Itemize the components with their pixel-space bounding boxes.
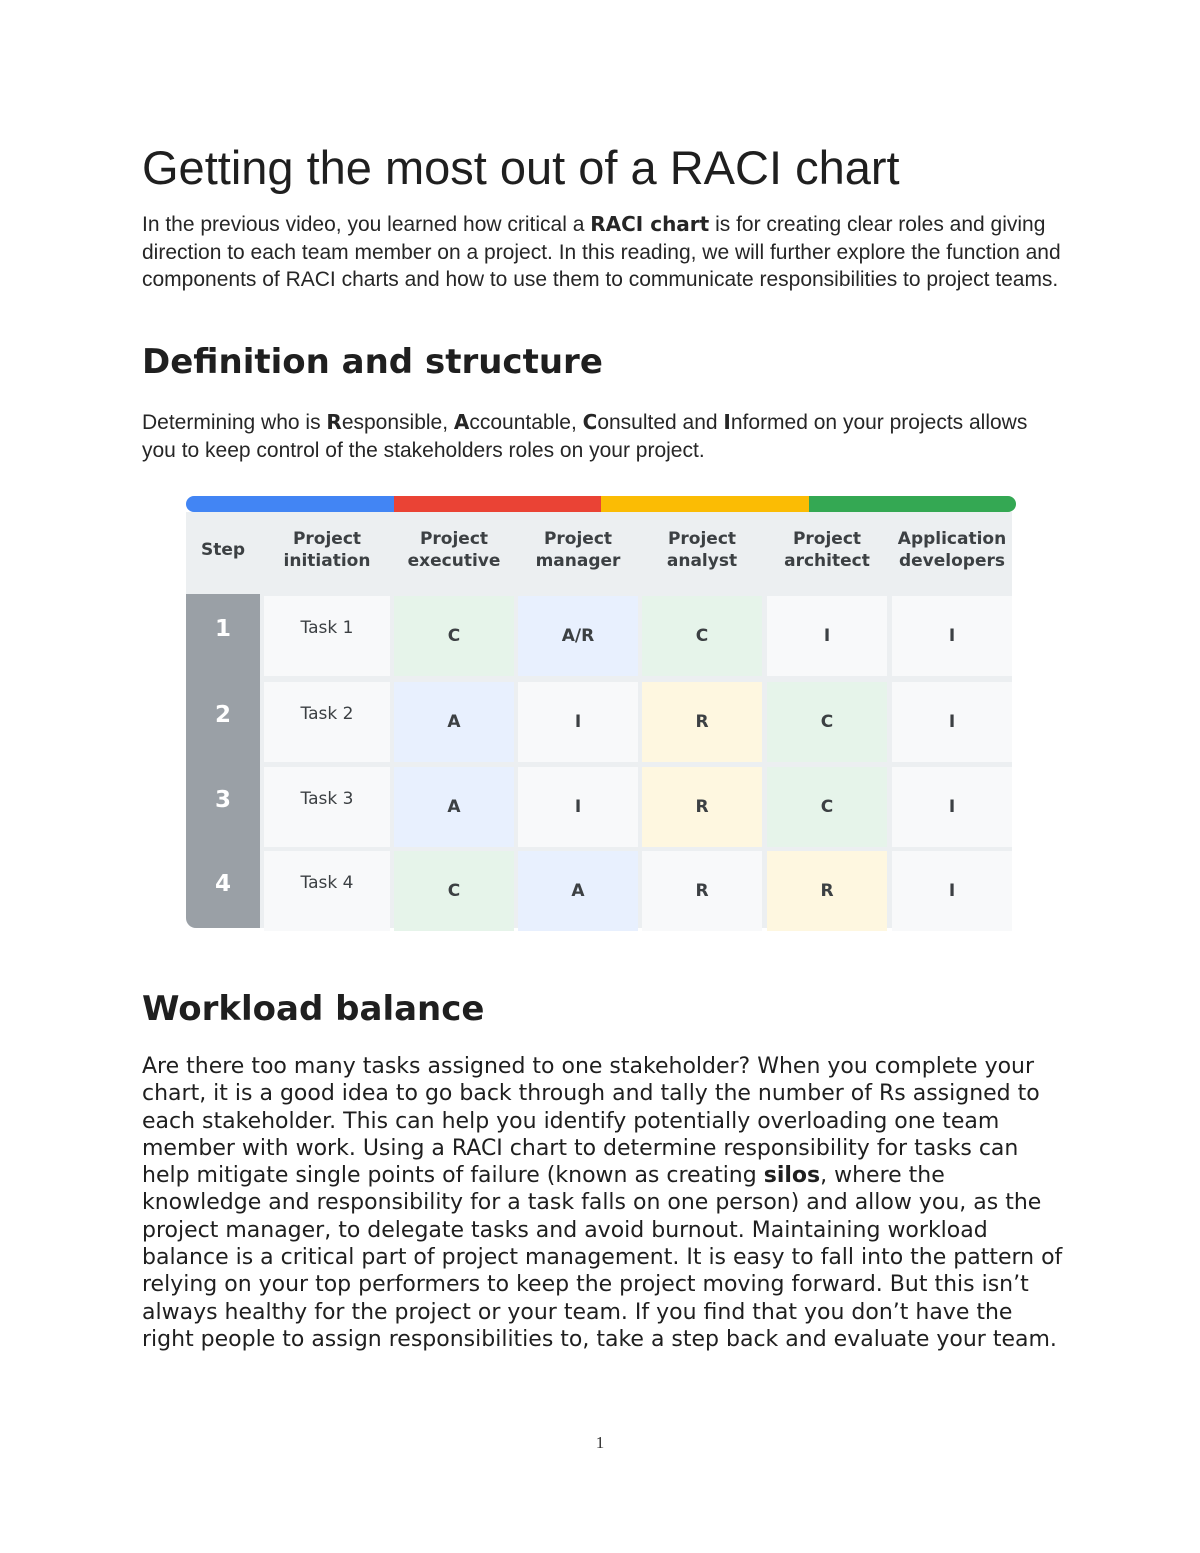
raci-cell: I [518, 682, 638, 762]
def-text: onsulted and [597, 411, 724, 434]
raci-cell: C [394, 851, 514, 931]
raci-cell: C [394, 596, 514, 676]
raci-cell: I [892, 596, 1012, 676]
column-header: Project manager [518, 512, 638, 588]
def-text: Determining who is [142, 411, 327, 434]
task-cell: Task 2 [264, 682, 390, 762]
raci-cell: C [767, 682, 887, 762]
def-text: nformed on your projects allows you to keep control of the stakeholders roles on your project. [142, 411, 1028, 462]
raci-cell: I [892, 767, 1012, 847]
color-bar-segment [809, 496, 1017, 512]
raci-cell: A [518, 851, 638, 931]
task-cell: Task 3 [264, 767, 390, 847]
raci-cell: C [642, 596, 762, 676]
raci-cell: I [767, 596, 887, 676]
raci-cell: R [642, 851, 762, 931]
raci-cell: I [892, 682, 1012, 762]
color-bar [186, 496, 1016, 512]
raci-table [186, 496, 1016, 930]
raci-cell: R [642, 767, 762, 847]
column-header: Project executive [394, 512, 514, 588]
page-title: Getting the most out of a RACI chart [142, 141, 900, 194]
def-text: ccountable, [469, 411, 583, 434]
definition-heading: Definition and structure [142, 342, 603, 382]
raci-cell: A [394, 682, 514, 762]
raci-cell: R [767, 851, 887, 931]
color-bar-segment [601, 496, 809, 512]
step-number: 2 [214, 702, 231, 728]
step-number: 4 [214, 871, 231, 897]
step-number: 1 [214, 616, 231, 642]
definition-paragraph [142, 409, 1042, 464]
page-number: 1 [595, 1433, 605, 1452]
raci-cell: A [394, 767, 514, 847]
def-letter-i: I [723, 410, 731, 434]
raci-cell: I [518, 767, 638, 847]
workload-text-end: , where the knowledge and responsibility for a task falls on one person) and allow you, as the project manager, to delegate tasks and avoid burnout. Maintaining workload balance is a critical part of project management. It is easy to fall into the pattern of relying on your top performers to keep the project moving forward. But this isn’t always healthy for the project or your team. If you find that you don’t have the right people to assign responsibilities to, take a step back and evaluate your team. [142, 1163, 1063, 1352]
workload-heading: Workload balance [142, 989, 485, 1029]
column-header: Step [186, 512, 260, 588]
workload-bold-term: silos [763, 1163, 821, 1189]
intro-text-start: In the previous video, you learned how critical a [142, 213, 591, 236]
task-cell: Task 4 [264, 851, 390, 931]
workload-paragraph [142, 1053, 1067, 1353]
raci-cell: I [892, 851, 1012, 931]
raci-cell: A/R [518, 596, 638, 676]
color-bar-segment [394, 496, 602, 512]
column-header: Project analyst [642, 512, 762, 588]
task-cell: Task 1 [264, 596, 390, 676]
def-text: esponsible, [341, 411, 454, 434]
column-header: Application developers [892, 512, 1012, 588]
column-header: Project architect [767, 512, 887, 588]
intro-text-end: is for creating clear roles and giving direction to each team member on a project. In this reading, we will further explore the function and components of RACI charts and how to use them to communicate responsibilities to project teams. [142, 213, 1061, 291]
column-header: Project initiation [264, 512, 390, 588]
intro-paragraph [142, 211, 1072, 294]
def-letter-a: A [453, 410, 470, 434]
raci-cell: C [767, 767, 887, 847]
workload-text-start: Are there too many tasks assigned to one stakeholder? When you complete your chart, it is a good idea to go back through and tally the number of Rs assigned to each stakeholder. This can help you identify potentially overloading one team member with work. Using a RACI chart to determine responsibility for tasks can help mitigate single points of failure (known as creating [142, 1054, 1040, 1189]
intro-bold-term: RACI chart [590, 212, 710, 236]
color-bar-segment [186, 496, 394, 512]
raci-cell: R [642, 682, 762, 762]
step-number: 3 [214, 787, 231, 813]
def-letter-c: C [582, 410, 598, 434]
def-letter-r: R [326, 410, 342, 434]
